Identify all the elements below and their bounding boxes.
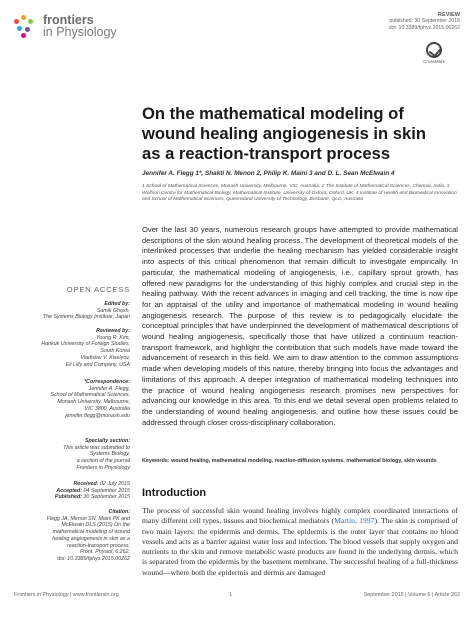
crossmark-icon (426, 42, 442, 58)
reviewer-line: South Korea (100, 348, 130, 355)
reviewed-by-block (14, 328, 130, 368)
doi[interactable]: doi: 10.3389/fphys.2015.00262 (388, 24, 460, 31)
footer-issue: September 2015 | Volume 6 | Article 262 (363, 592, 460, 598)
citation-line: Front. Physiol. 6:262. (79, 549, 130, 556)
published-label: Published: (54, 494, 82, 501)
journal-name: in Physiology (43, 25, 117, 39)
article-title: On the mathematical modeling of wound healing angiogenesis in skin as a reaction-transport process (142, 104, 426, 163)
abstract: Over the last 30 years, numerous research groups have attempted to provide mathematical descriptions of the skin wound healing process. The development of theoretical models of the interlinked processes that underlie the healing mechanism has yielded considerable insight into aspects of this critical phenomenon that remain difficult to investigate empirically. In particular, the mathematical modeling of angiogenesis, i.e., capillary sprout growth, has offered new paradigms for the understanding of this highly complex and crucial step in the healing pathway. With the recent advances in imaging and cell tracking, the time is now ripe for an appraisal of the utility and importance of mathematical modeling in wound healing angiogenesis research. The purpose of this review is to pedagogically elucidate the conceptual principles that have underpinned the development of mathematical descriptions of wound healing angiogenesis, specifically those that have utilized a continuum reaction-transport framework, and highlight the contribution that such models have made toward the advancement of research in this field. We aim to draw attention to the common assumptions made when developing models of this nature, thereby bringing into focus the advantages and limitations of this approach. A deeper integration of mathematical modeling techniques into the practice of wound healing angiogenesis research promises new perspectives for advancing our knowledge in this area. To this end we detail several open problems related to the understanding of wound healing angiogenesis, and outline how these issues could be addressed through closer cross-disciplinary collaboration. (142, 225, 458, 427)
reviewer-line: Young R. Kim, (96, 334, 130, 341)
correspondence-line: Monash University, Melbourne, (57, 399, 130, 406)
keywords-label: Keywords: (142, 458, 170, 464)
correspondence-line: Jennifer A. Flegg, (88, 385, 130, 392)
edited-by-label: Edited by: (104, 301, 130, 307)
specialty-line: Systems Biology, (89, 451, 130, 458)
crossmark-label: CrossMark (423, 59, 445, 64)
keywords (142, 458, 458, 465)
intro-text-start: The process of successful skin wound healing involves highly complex coordinated interactions of many different cell types, tissues and biochemical mediators ( (142, 506, 458, 526)
article-type: REVIEW (437, 12, 460, 18)
correspondence-line: VIC 3800, Australia (84, 405, 130, 412)
crossmark-badge[interactable] (420, 42, 448, 64)
edited-by-block (14, 301, 130, 321)
correspondence-line: School of Mathematical Sciences, (50, 392, 130, 399)
specialty-block (14, 438, 130, 472)
author-list: Jennifer A. Flegg 1*, Shakti N. Menon 2, Philip K. Maini 3 and D. L. Sean McElwain 4 (142, 170, 395, 177)
reviewer-line: Hankuk University of Foreign Studies, (41, 341, 130, 348)
correspondence-email[interactable]: jennifer.flegg@monash.edu (65, 412, 130, 419)
introduction-heading: Introduction (142, 487, 207, 499)
keywords-text: wound healing, mathematical modeling, reaction-diffusion systems, mathematical biology, skin wounds (171, 458, 437, 464)
intro-text-end: ). The skin is comprised of two main layers: the epidermis and dermis. The epidermis is the outer layer that contains no blood vessels and acts as a barrier against water loss and infection. The blood vessels that supply oxygen and nutrients to the skin and remove metabolic waste products are found in the underlying dermis, which is separated from the epidermis by the basement membrane. The successful healing of a full-thickness wound—where both the epidermis and dermis are damaged (142, 516, 458, 577)
specialty-line: This article was submitted to (63, 444, 130, 451)
frontiers-logo-icon (14, 15, 38, 39)
published-date: published: 30 September 2015 (389, 18, 460, 25)
introduction-paragraph (142, 506, 458, 578)
published-date-side: 30 September 2015 (83, 494, 130, 501)
citation-line: mathematical modeling of wound (52, 529, 130, 536)
page-number: 1 (229, 592, 232, 598)
correspondence-label: *Correspondence: (84, 379, 130, 385)
footer-journal: Frontiers in Physiology | www.frontiersin.org (14, 592, 119, 598)
article-meta (389, 12, 460, 31)
affiliations: 1 School of Mathematical Sciences, Monash University, Melbourne, VIC, Australia, 2 The Institute of Mathematical Sciences, Chennai, India, 3 Wolfson Centre for Mathematical Biology, Mathematical Institute, University of Oxford, Oxford, UK, 4 Institute of Health and Biomedical Innovation and School of Mathematical Sciences, Queensland University of Technology, Brisbane, QLD, Australia (142, 184, 457, 202)
citation-line: reaction-transport process. (66, 542, 130, 549)
specialty-line: Frontiers in Physiology (76, 464, 130, 471)
accepted-date: 04 September 2015 (83, 487, 130, 494)
accepted-label: Accepted: (56, 487, 82, 494)
dates-block (14, 481, 130, 501)
specialty-label: Specialty section: (84, 438, 130, 444)
reviewed-by-label: Reviewed by: (96, 328, 130, 334)
journal-logo (14, 14, 117, 39)
received-label: Received: (73, 481, 99, 487)
received-date: 02 July 2015 (99, 481, 130, 487)
citation-doi[interactable]: doi: 10.3389/fphys.2015.00262 (57, 555, 130, 562)
citation-block (14, 509, 130, 563)
reviewer-line: Eli Lilly and Company, USA (65, 361, 130, 368)
correspondence-block (14, 379, 130, 419)
citation-line: McElwain DLS (2015) On the (61, 522, 130, 529)
brand-name: frontiers (43, 13, 94, 27)
citation-label: Citation: (108, 509, 130, 515)
editor-line: The Systems Biology Institute, Japan (42, 314, 130, 321)
reviewer-line: Vladislav V. Kiselyov, (80, 354, 130, 361)
specialty-line: a section of the journal (76, 458, 130, 465)
citation-link[interactable]: Martin, 1997 (334, 516, 375, 526)
citation-line: Flegg JA, Menon SN, Maini PK and (46, 515, 130, 522)
citation-line: healing angiogenesis in skin as a (52, 535, 130, 542)
open-access-label: OPEN ACCESS (66, 285, 130, 294)
editor-line: Samik Ghosh, (96, 307, 130, 314)
